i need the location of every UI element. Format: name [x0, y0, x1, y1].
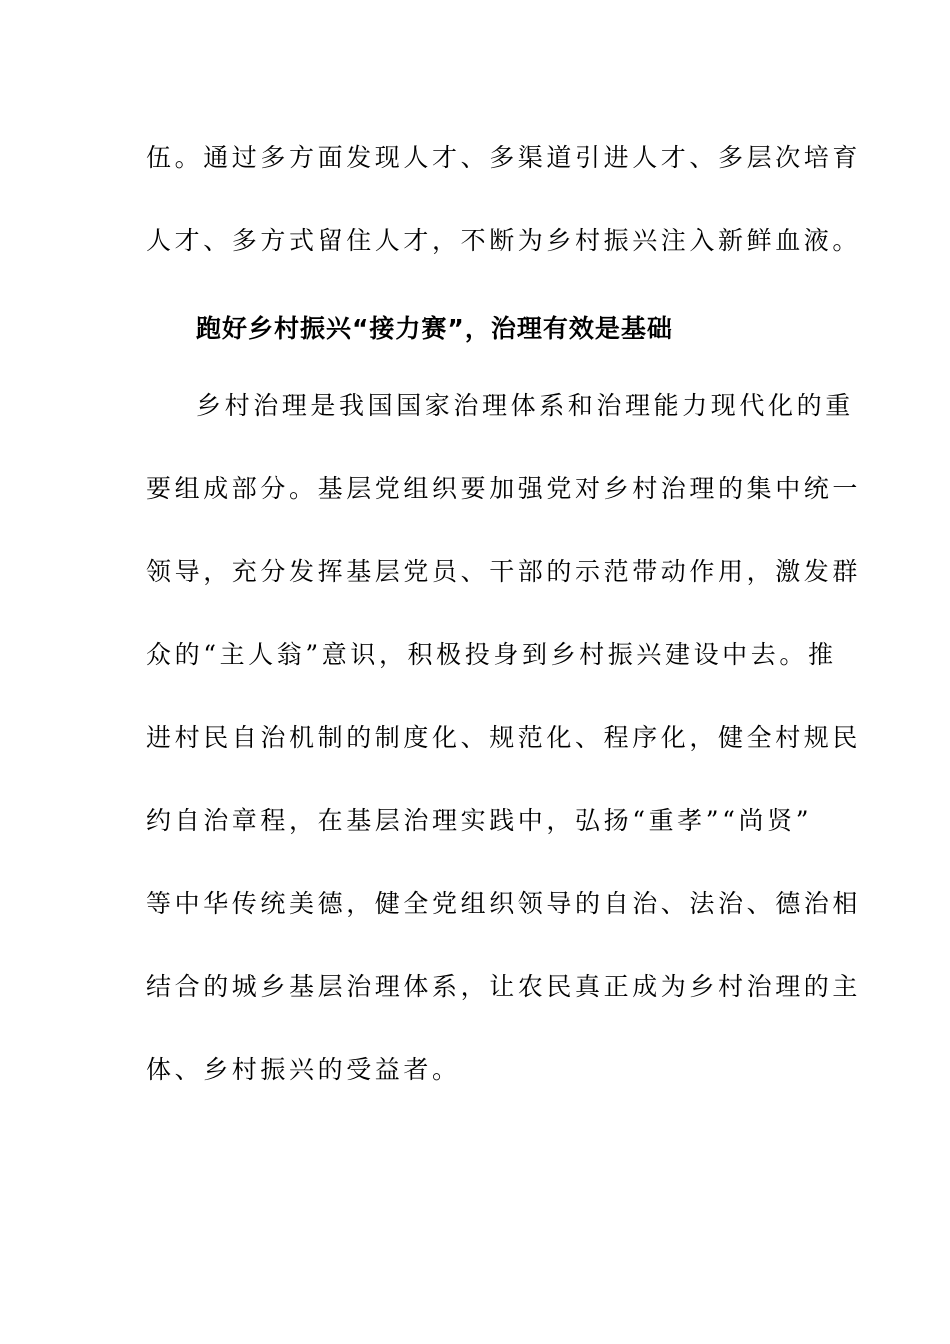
- paragraph-line: 结合的城乡基层治理体系，让农民真正成为乡村治理的主: [146, 972, 862, 1001]
- paragraph-line: 人才、多方式留住人才，不断为乡村振兴注入新鲜血液。: [146, 226, 862, 255]
- paragraph-line: 伍。通过多方面发现人才、多渠道引进人才、多层次培育: [146, 143, 862, 172]
- paragraph-line: 众的“主人翁”意识，积极投身到乡村振兴建设中去。推: [146, 640, 837, 669]
- paragraph-line: 约自治章程，在基层治理实践中，弘扬“重孝”“尚贤”: [146, 806, 813, 835]
- paragraph-line: 进村民自治机制的制度化、规范化、程序化，健全村规民: [146, 723, 862, 752]
- section-heading: 跑好乡村振兴“接力赛”，治理有效是基础: [196, 314, 673, 343]
- paragraph-line: 领导，充分发挥基层党员、干部的示范带动作用，激发群: [146, 557, 862, 586]
- paragraph-line: 乡村治理是我国国家治理体系和治理能力现代化的重: [196, 391, 854, 420]
- paragraph-line: 体、乡村振兴的受益者。: [146, 1055, 461, 1084]
- paragraph-line: 等中华传统美德，健全党组织领导的自治、法治、德治相: [146, 889, 862, 918]
- paragraph-line: 要组成部分。基层党组织要加强党对乡村治理的集中统一: [146, 474, 862, 503]
